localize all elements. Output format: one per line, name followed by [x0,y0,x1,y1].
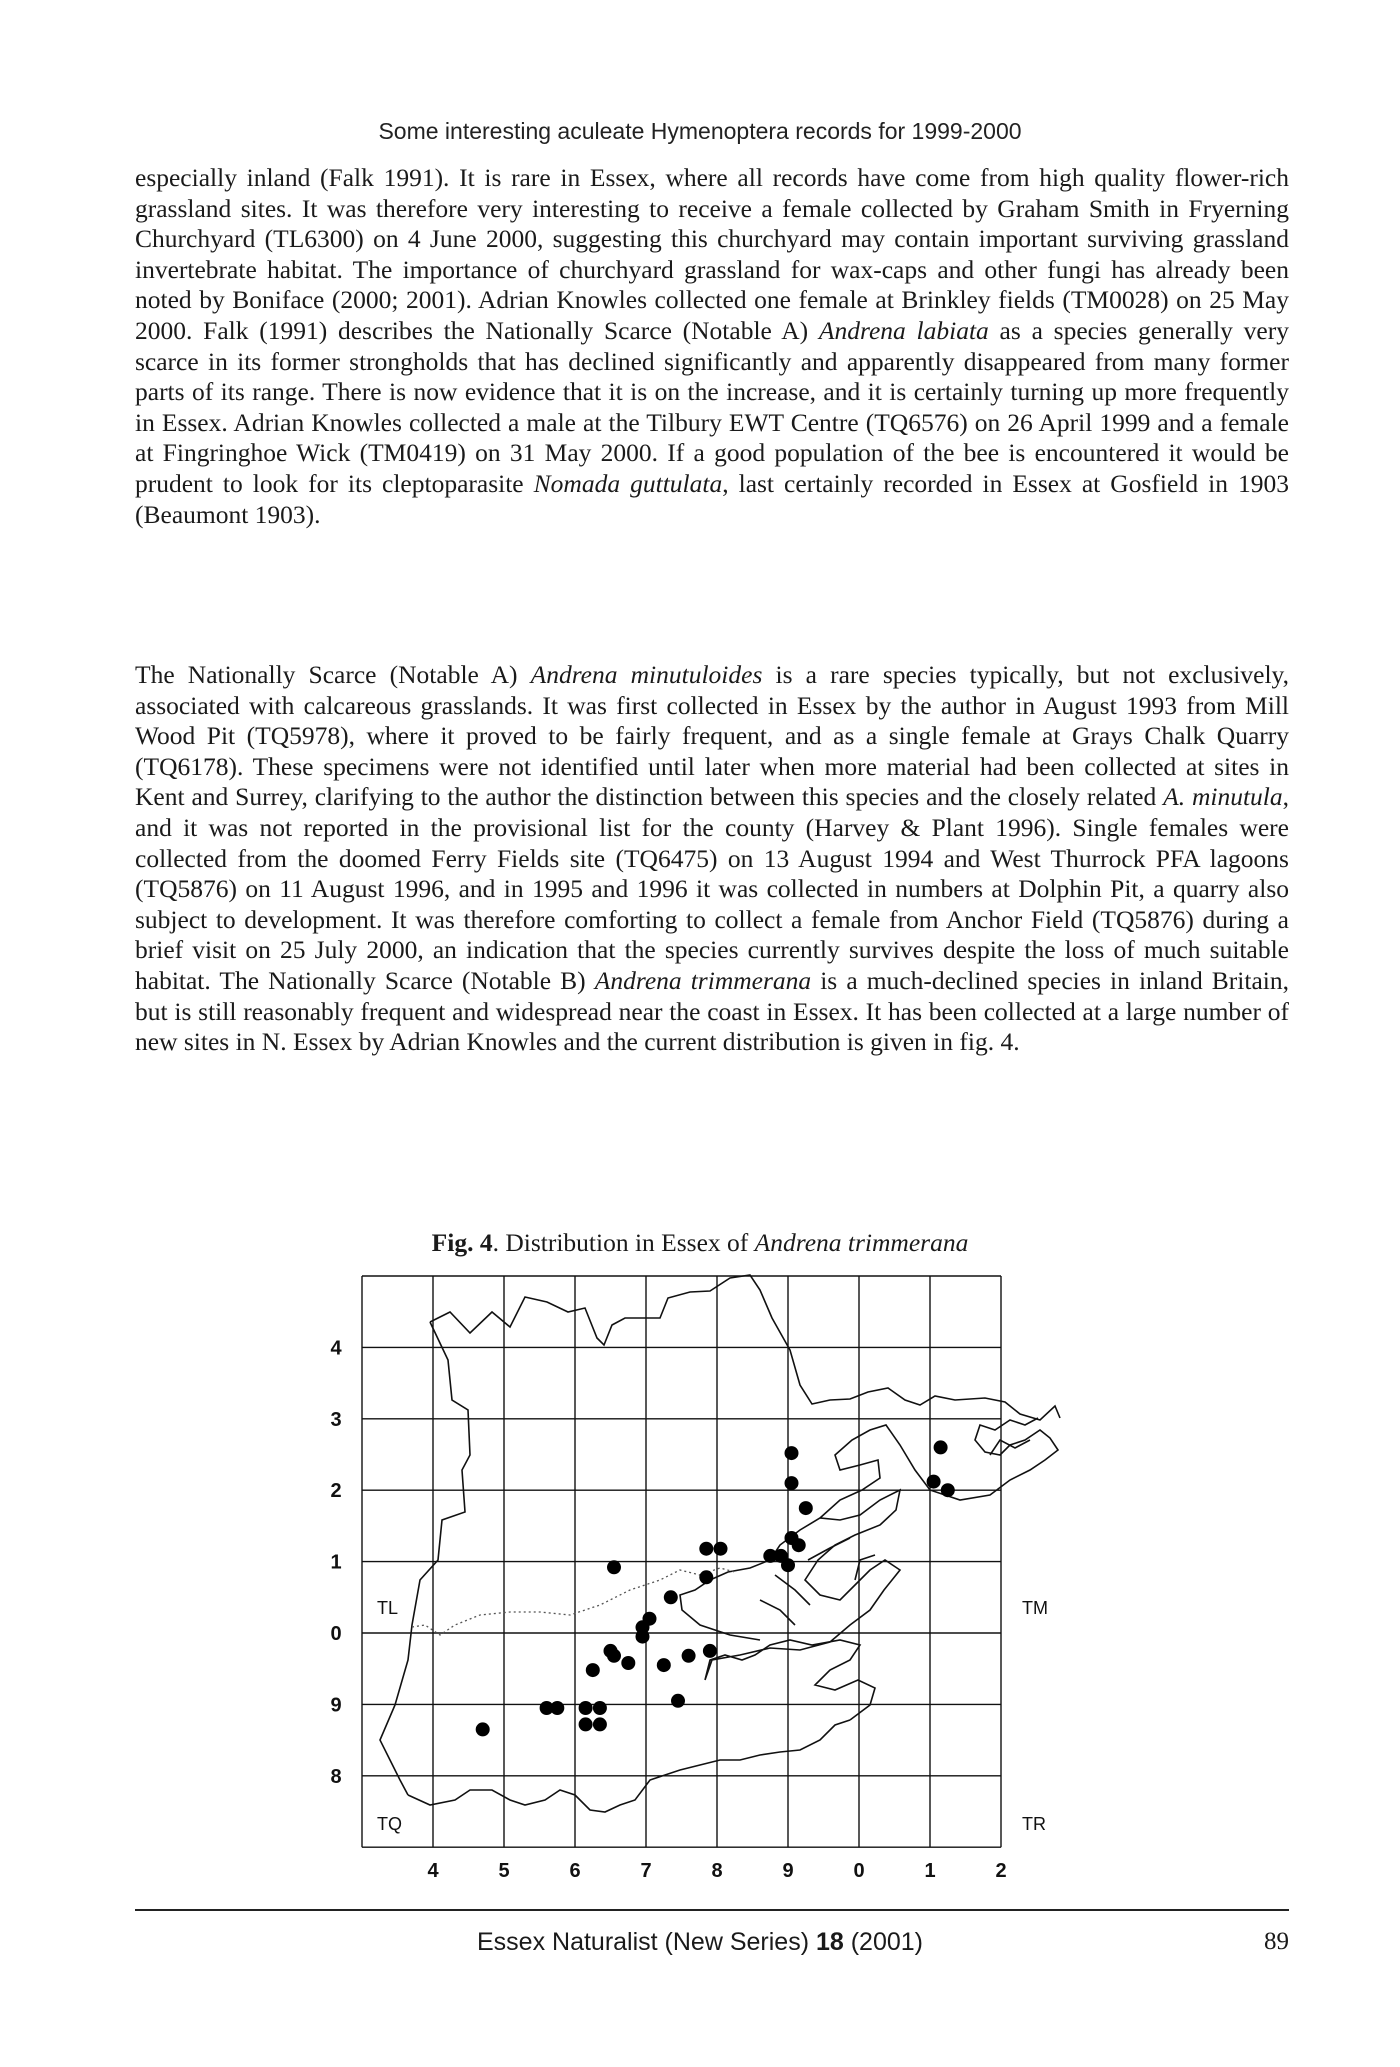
x-tick-label: 9 [782,1860,794,1883]
text-run: especially inland (Falk 1991). It is rare in Essex, where all records have come from high quality flower-rich grassland sites. It was therefore very interesting to receive a female collected by Graham Smith in Fryerning Churchyard (TL6300) on 4 June 2000, suggesting this churchyard may contain important surviving grassland invertebrate habitat. The importance of churchyard grassland for wax-caps and other fungi has already been noted by Boniface (2000; 2001). Adrian Knowles collected one female at Brinkley fields (TM0028) on 25 May 2000. Falk (1991) describes the Nationally Scarce (Notable A) [135,163,1289,345]
record-dot [476,1722,490,1736]
text-run: is a much-declined species in inland Britain, but is still reasonably frequent and widespread near the coast in Essex. It has been collected at a large number of new sites in N. Essex by Adrian Knowles and the current distribution is given in fig. 4. [135,965,1289,1057]
grid-square-label-tr: TR [1022,1814,1046,1834]
x-tick-label: 7 [640,1860,652,1883]
record-dot [579,1701,593,1715]
text-run: , and it was not reported in the provisional list for the county (Harvey & Plant 1996). Single females were collected from the doomed Ferry Fields site (TQ6475) on 13 August 1994 and West Thurrock PFA lagoons (TQ5876) on 11 August 1996, and in 1995 and 1996 it was collected in numbers at Dolphin Pit, a quarry also subject to development. It was therefore comforting to collect a female from Anchor Field (TQ5876) during a brief visit on 25 July 2000, an indication that the species currently survives despite the loss of much suitable habitat. The Nationally Scarce (Notable B) [135,782,1289,995]
record-dot [785,1446,799,1460]
record-dot [703,1644,717,1658]
y-tick-label: 1 [330,1551,342,1574]
footer-journal-citation [0,1928,1400,1957]
county-boundary-west [380,1322,470,1795]
grid-square-label-tq: TQ [377,1814,402,1834]
record-dot [593,1701,607,1715]
record-dot [927,1475,941,1489]
x-tick-label: 4 [427,1860,439,1883]
record-dot [621,1656,635,1670]
journal-year: (2001) [843,1928,923,1956]
text-run: , last certainly recorded in Essex at Gosfield in 1903 (Beaumont 1903). [135,468,1289,529]
y-tick-label: 4 [330,1337,342,1360]
x-tick-label: 1 [924,1860,936,1883]
record-dot [664,1590,678,1604]
record-dot [785,1476,799,1490]
record-dot [774,1549,788,1563]
record-dot [934,1440,948,1454]
record-dot [636,1630,650,1644]
y-tick-label: 0 [330,1623,342,1645]
species-name: Nomada guttulata [533,468,723,498]
text-run: as a species generally very scarce in its former strongholds that has declined significantly and apparently disappeared from many former parts of its range. There is now evidence that it is on the increase, and it is certainly turning up more frequently in Essex. Adrian Knowles collected a male at the Tilbury EWT Centre (TQ6576) on 26 April 1999 and a female at Fingringhoe Wick (TM0419) on 31 May 2000. If a good population of the bee is encountered it would be prudent to look for its cleptoparasite [135,315,1289,498]
record-dot [941,1483,955,1497]
x-tick-label: 2 [995,1860,1007,1883]
x-tick-label: 8 [711,1860,723,1883]
vice-county-boundary [412,1568,735,1635]
grid-square-label-tl: TL [377,1598,399,1618]
x-axis-tick-labels [427,1860,1006,1882]
record-dot [682,1649,696,1663]
journal-name: Essex Naturalist (New Series) [476,1928,816,1956]
species-name: A. minutula [1163,782,1283,812]
species-name: Andrena trimmerana [594,965,812,995]
record-dot [607,1649,621,1663]
y-tick-label: 9 [330,1694,342,1717]
record-dot [714,1542,728,1556]
record-dot [671,1694,685,1708]
record-dot [699,1570,713,1584]
grid-square-label-tm: TM [1022,1598,1048,1618]
record-dot [550,1701,564,1715]
record-dot [593,1717,607,1731]
grid-lines [362,1276,1001,1847]
record-dot [607,1560,621,1574]
text-run: is a rare species typically, but not exclusively, associated with calcareous grasslands. It was first collected in Essex by the author in August 1993 from Mill Wood Pit (TQ5978), where it proved to be fairly frequent, and as a single female at Grays Chalk Quarry (TQ6178). These specimens were not identified until later when more material had been collected at sites in Kent and Surrey, clarifying to the author the distinction between this species and the closely related [135,660,1290,812]
x-tick-label: 0 [853,1860,865,1883]
species-name: Andrena minutuloides [530,660,763,689]
record-dot [699,1542,713,1556]
record-dot [586,1663,600,1677]
x-tick-label: 6 [569,1860,581,1883]
y-tick-label: 3 [330,1408,342,1431]
y-tick-label: 2 [330,1480,342,1503]
record-dot [657,1658,671,1672]
estuary-detail [760,1440,1030,1625]
figure-label: Fig. 4 [431,1228,493,1257]
page-number: 89 [1264,1928,1289,1955]
record-dot [799,1501,813,1515]
record-dot [579,1717,593,1731]
x-tick-label: 5 [498,1860,510,1883]
figure-caption-text: . Distribution in Essex of [492,1228,755,1257]
y-tick-label: 8 [330,1765,342,1788]
footer-rule [135,1909,1289,1911]
y-axis-tick-labels [330,1337,342,1787]
species-name: Andrena labiata [818,315,989,345]
journal-volume: 18 [815,1928,844,1956]
coastline-thames [408,1720,850,1812]
record-dot [785,1531,799,1545]
text-run: The Nationally Scarce (Notable A) [135,660,531,689]
record-dots [476,1440,955,1736]
running-header: Some interesting aculeate Hymenoptera records for 1999-2000 [378,118,1022,144]
figure-caption-species: Andrena trimmerana [754,1228,969,1257]
